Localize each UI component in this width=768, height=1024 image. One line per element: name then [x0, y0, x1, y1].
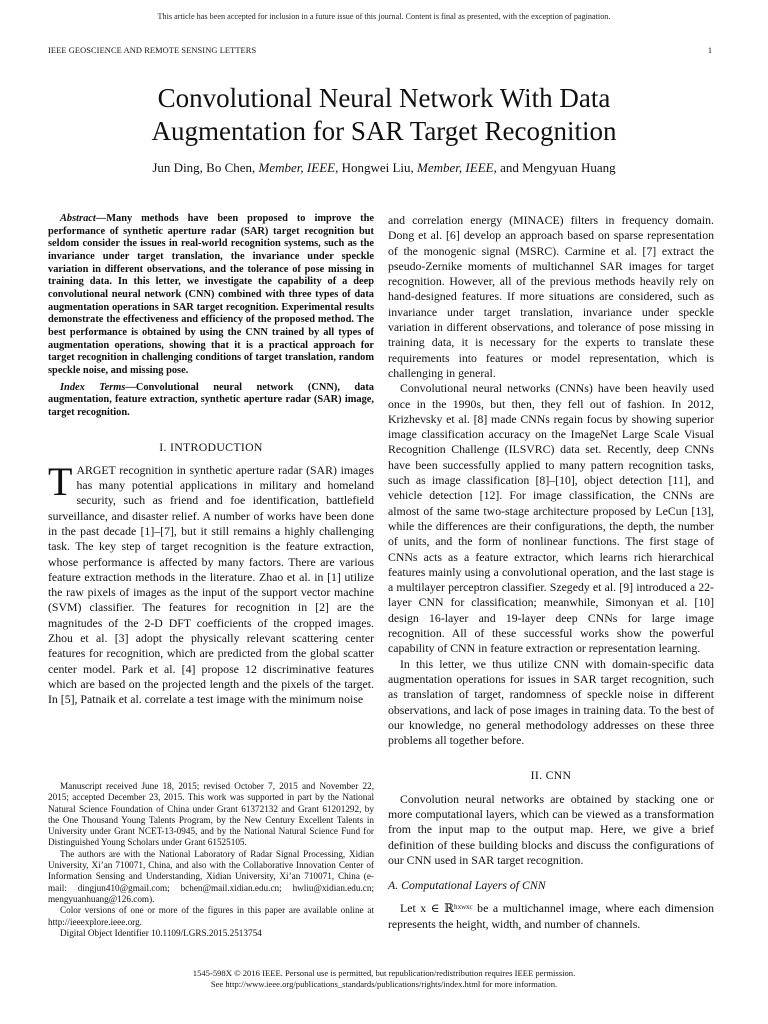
index-terms	[48, 382, 374, 420]
footnote-doi: Digital Object Identifier 10.1109/LGRS.2015.2513754	[60, 927, 262, 938]
copyright-notice	[0, 968, 768, 990]
author-membership-2: Member, IEEE	[417, 160, 494, 175]
subsection-a-heading: A. Computational Layers of CNN	[388, 878, 546, 893]
drop-cap: T	[48, 458, 73, 504]
title-line-2: Augmentation for SAR Target Recognition	[151, 116, 617, 146]
cnn-paragraph-1: Convolution neural networks are obtained by stacking one or more computational layers, which can be viewed as a transformation from the input map to the output map. Here, we give a brief definition of these building blocks and discuss the configurations of our CNN used in SAR target recognition.	[388, 791, 714, 867]
right-paragraph-3: In this letter, we thus utilize CNN with domain-specific data augmentation operations for issues in SAR target recognition, such as translation of target, randomness of speckle noise in different observations, and lack of pose images in training data. To the best of our knowledge, no general methodology addresses on these three problems all together before.	[388, 656, 714, 748]
abstract	[48, 213, 374, 378]
right-paragraph-1: and correlation energy (MINACE) filters in frequency domain. Dong et al. [6] develop an approach based on sparse representation of the monogenic signal (MSRC). Carmine et al. [7] extract the pseudo-Zernike moments of multichannel SAR images for target recognition. However, all of the previous methods heavily rely on hand-designed features. If more situations are considered, such as invariance under target translation, invariance under speckle variation in different observations, and tolerance of pose missing in training data, it is necessary for the experts to translate these requirements into features or model representation, which is challenging in general.	[388, 213, 714, 380]
section-introduction-heading: I. INTRODUCTION	[159, 439, 263, 454]
index-terms-lead: Index Terms	[60, 381, 126, 393]
footnote-color-versions: Color versions of one or more of the figures in this paper are available online at http://ieeexplore.ieee.org.	[48, 905, 374, 927]
footnote-manuscript: Manuscript received June 18, 2015; revised October 7, 2015 and November 22, 2015; accepted December 23, 2015. This work was supported in part by the National Natural Science Foundation of China under Grant 61372132 and Grant 61201292, by the One Thousand Young Talents Program, by the New Century Excellent Talents in University under Grant NCET-13-0945, and by the National Natural Science Fund for Distinguished Young Scholars under Grant 61525105.	[48, 781, 374, 848]
intro-paragraph	[48, 458, 374, 708]
section-cnn-heading: II. CNN	[530, 768, 572, 783]
copyright-line-2: See http://www.ieee.org/publications_standards/publications/rights/index.html for more information.	[210, 979, 558, 989]
index-terms-text: —Convolutional neural network (CNN), data augmentation, feature extraction, synthetic aperture radar (SAR) image, target recognition.	[48, 381, 374, 418]
intro-paragraph-text: ARGET recognition in synthetic aperture radar (SAR) images has many potential applications in military and homeland security, such as friend and foe identification, battlefield surveillance, and disaster relief. A number of works have been done in the past decade [1]–[7], but it still remains a highly challenging task. The key step of target recognition is the feature extraction, whose performance is affected by many factors. There are various feature extraction methods in the literature. Zhao et al. in [1] utilize the raw pixels of images as the input of the support vector machine (SVM) classifier. The features for recognition in [2] are the magnitudes of the 2-D DFT coefficients of the cropped images. Zhou et al. [3] adopt the physically relevant scattering center features for recognition, which are predicted from the global scatter center model. Park et al. [4] propose 12 discriminative features which are based on the projected length and the pixels of the target. In [5], Patnaik et al. correlate a test image with the minimum noise	[48, 462, 374, 707]
abstract-text: —Many methods have been proposed to improve the performance of synthetic aperture radar (SAR) target recognition but seldom consider the issues in real-world recognition systems, such as the invariance under target translation, the invariance under speckle variation in different observations, and the tolerance of pose missing in training data. In this letter, we investigate the capability of a deep convolutional neural network (CNN) combined with three types of data augmentation operations in SAR target recognition. Experimental results demonstrate the effectiveness and efficiency of the proposed method. The best performance is obtained by using the CNN trained by all types of augmentation operations, showing that it is a practical approach for target recognition in challenging conditions of target translation, random speckle noise, and missing pose.	[48, 213, 374, 376]
right-paragraph-2: Convolutional neural networks (CNNs) have been heavily used once in the 1990s, but then, they fell out of fashion. In 2012, Krizhevsky et al. [8] made CNNs regain focus by showing superior image classification accuracy on the ImageNet Large Scale Visual Recognition Challenge (ILSVRC) data set. Recently, deep CNNs have been successfully applied to many pattern recognition tasks, such as image classification [8]–[10], object detection [11], and vehicle detection [12]. For image classification, the CNNs are almost of the same two-stage architecture proposed by LeCun [13], while the differences are their configurations, the depth, the number of units, and the form of nonlinear functions. The first stage of CNNs acts as a feature extractor, which learns rich hierarchical features mainly using a convolutional operation, and the last stage is a multilayer perceptron classifier. Szegedy et al. [9] introduced a 22-layer CNN for classification; meanwhile, Simonyan et al. [10] design 16-layer and 19-layer deep CNNs for large image recognition. All of these successful works show the powerful capability of CNN in feature extraction or representation learning.	[388, 381, 714, 656]
cnn-paragraph-2: Let x ∈ ℝʰˣʷˣᶜ be a multichannel image, where each dimension represents the height, width, and number of channels.	[388, 901, 714, 931]
author-part-1: Jun Ding, Bo Chen,	[152, 160, 259, 175]
title-line-1: Convolutional Neural Network With Data	[157, 83, 611, 113]
right-column	[388, 213, 714, 932]
author-membership-1: Member, IEEE	[258, 160, 336, 175]
author-part-3: , and Mengyuan Huang	[493, 160, 616, 175]
first-page-footnote	[48, 781, 374, 939]
paper-title	[40, 82, 728, 148]
author-list	[40, 160, 728, 176]
acceptance-notice: This article has been accepted for inclusion in a future issue of this journal. Content is final as presented, with the exception of pagination.	[157, 12, 611, 21]
copyright-line-1: 1545-598X © 2016 IEEE. Personal use is permitted, but republication/redistribution requires IEEE permission.	[192, 968, 576, 978]
abstract-lead: Abstract	[60, 213, 96, 224]
left-column	[48, 213, 374, 708]
running-head: IEEE GEOSCIENCE AND REMOTE SENSING LETTERS	[48, 46, 257, 55]
page-number: 1	[707, 46, 712, 55]
author-part-2: , Hongwei Liu,	[335, 160, 418, 175]
footnote-affiliation: The authors are with the National Laboratory of Radar Signal Processing, Xidian University, Xi’an 710071, China, and also with the Collaborative Innovation Center of Information Sensing and Understanding, Xidian University, Xi’an 710071, China (e-mail: dingjun410@gmail.com; bchen@mail.xidian.edu.cn; hwliu@xidian.edu.cn; mengyuanhuang@126.com).	[48, 848, 374, 904]
